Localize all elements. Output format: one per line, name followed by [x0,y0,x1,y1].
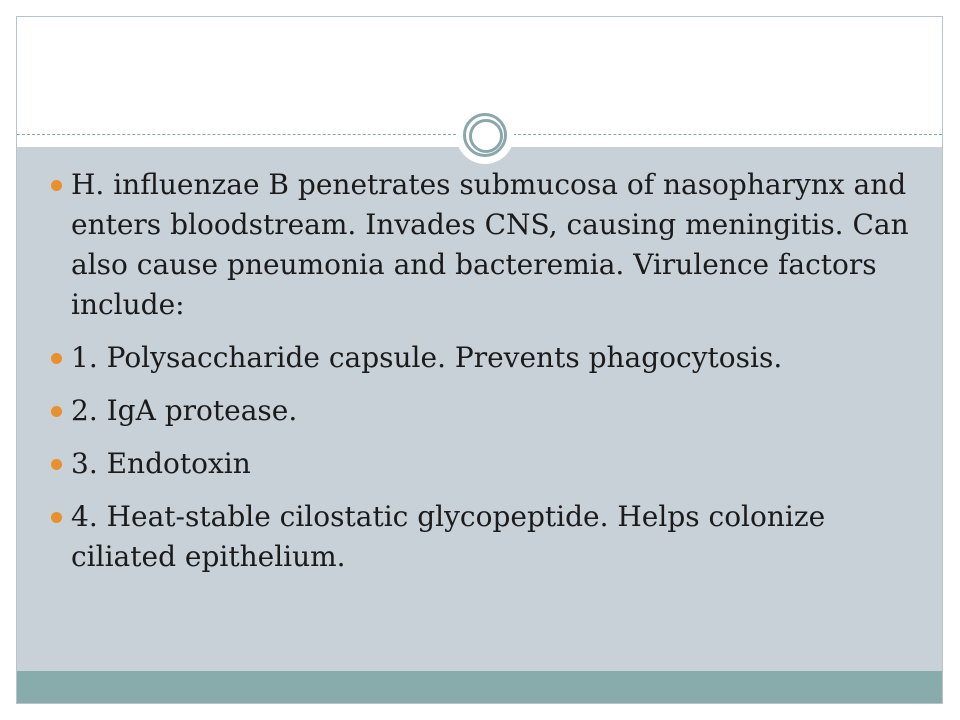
bullet-dot-icon [51,459,62,470]
decorative-ring-inner-circle [469,119,503,153]
bullet-text: 4. Heat-stable cilostatic glycopeptide. Helps colonize ciliated epithelium. [71,500,826,573]
bullet-dot-icon [51,406,62,417]
bullet-dot-icon [51,353,62,364]
bullet-item [51,338,921,378]
slide [16,16,943,704]
bullet-item [51,165,921,325]
bullet-text: 3. Endotoxin [71,447,251,480]
bullet-item [51,444,921,484]
bullet-item [51,391,921,431]
bullet-item [51,497,921,577]
bullet-dot-icon [51,512,62,523]
bullet-text: 2. IgA protease. [71,394,298,427]
bullet-list [51,165,921,590]
footer-band [17,671,942,704]
bullet-text: H. influenzae B penetrates submucosa of nasopharynx and enters bloodstream. Invades CNS, causing meningitis. Can also cause pneumonia and bacteremia. Virulence factors include: [71,168,909,321]
bullet-text: 1. Polysaccharide capsule. Prevents phagocytosis. [71,341,783,374]
bullet-dot-icon [51,180,62,191]
